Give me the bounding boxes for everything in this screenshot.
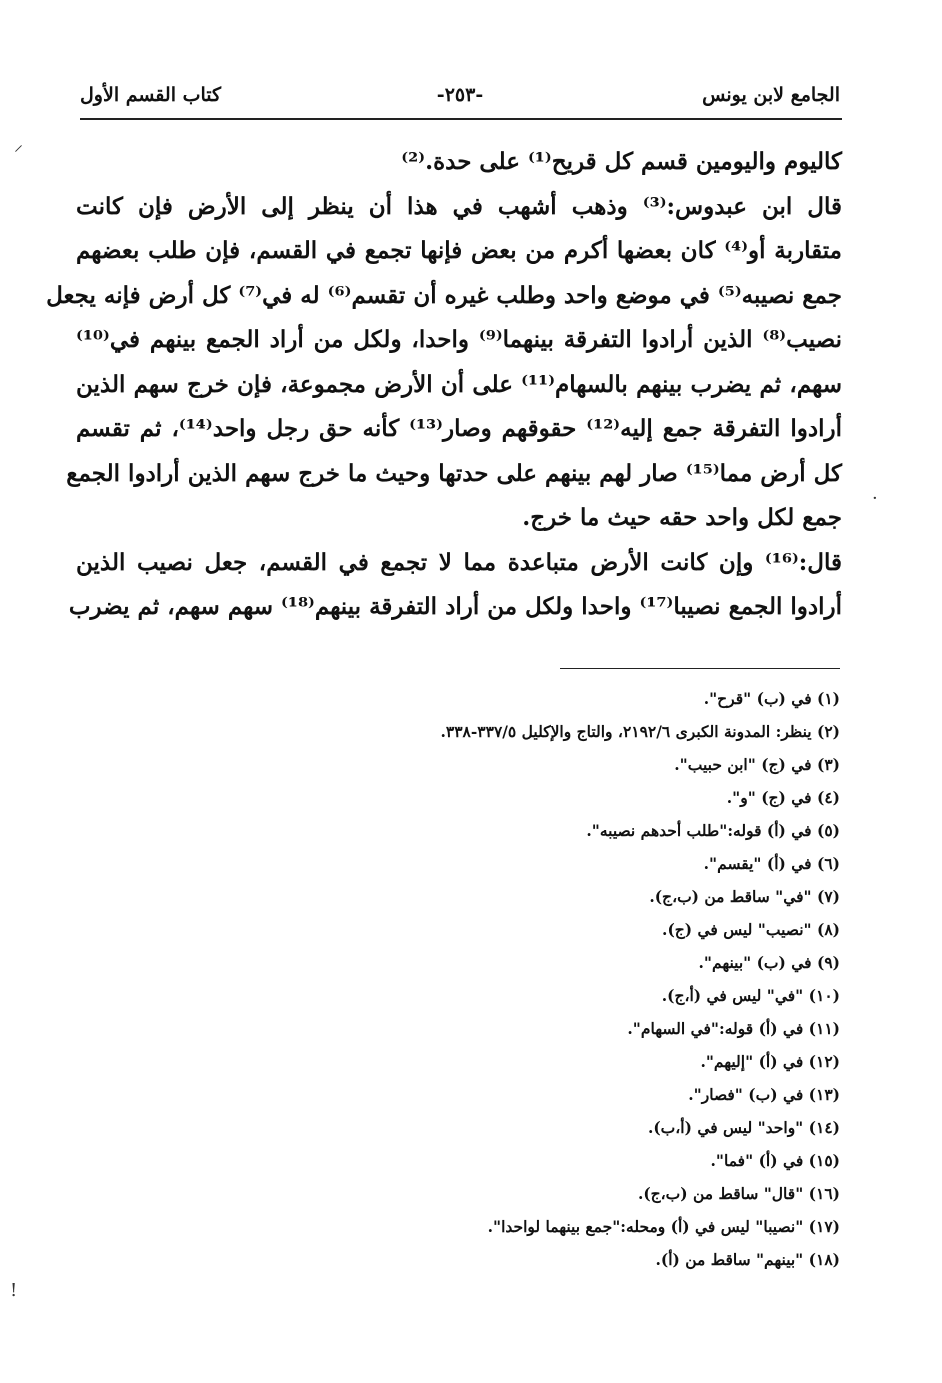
- footnote: (٩) في (ب) "بينهم".: [698, 953, 840, 972]
- footnote: (٣) في (ج) "ابن حبيب".: [674, 755, 840, 774]
- text-line: متقاربة أو⁽⁴⁾ كان بعضها أكرم من بعض فإنها تجمع في القسم، فإن طلب بعضهم: [76, 237, 842, 264]
- footnote: (١١) في (أ) قوله:"في السهام".: [627, 1019, 840, 1038]
- text-line: أرادوا التفرقة جمع إليه⁽¹²⁾ حقوقهم وصار⁽¹³⁾ كأنه حق رجل واحد⁽¹⁴⁾، ثم تقسم: [76, 415, 842, 442]
- footnote: (١٢) في (أ) "إليهم".: [700, 1052, 840, 1071]
- footnote: (٤) في (ج) "و".: [726, 788, 840, 807]
- text-line: نصيب⁽⁸⁾ الذين أرادوا التفرقة بينهما⁽⁹⁾ واحدا، ولكل من أراد الجمع بينهم في⁽¹⁰⁾: [76, 326, 843, 353]
- text-line: جمع نصيبه⁽⁵⁾ في موضع واحد وطلب غيره أن تقسم⁽⁶⁾ له في⁽⁷⁾ كل أرض فإنه يجعل: [46, 281, 842, 309]
- page-number: -٢٥٣-: [436, 84, 484, 106]
- footnote: (١٥) في (أ) "فما".: [710, 1151, 840, 1170]
- text-line: أرادوا الجمع نصيبا⁽¹⁷⁾ واحدا ولكل من أراد التفرقة بينهم⁽¹⁸⁾ سهم سهم، ثم يضرب: [68, 593, 842, 620]
- footnotes: [300, 682, 840, 1276]
- header-divider: [80, 118, 842, 120]
- header-book-title: الجامع لابن يونس: [702, 84, 840, 106]
- text-line: كل أرض مما⁽¹⁵⁾ صار لهم بينهم على حدتها وحيث ما خرج سهم الذين أرادوا الجمع: [66, 459, 842, 487]
- text-line: سهم، ثم يضرب بينهم بالسهام⁽¹¹⁾ على أن الأرض مجموعة، فإن خرج سهم الذين: [76, 370, 843, 398]
- footnote: (١٣) في (ب) "فصار".: [688, 1085, 840, 1104]
- footnote: (٥) في (أ) قوله:"طلب أحدهم نصيبه".: [586, 821, 840, 840]
- footnote: (١) في (ب) "قرح".: [703, 689, 840, 708]
- header-section-title: كتاب القسم الأول: [80, 84, 222, 106]
- footnote: (١٤) "واحد" ليس في (أ،ب).: [647, 1118, 840, 1137]
- text-line: قال:⁽¹⁶⁾ وإن كانت الأرض متباعدة مما لا تجمع في القسم، جعل نصيب الذين: [76, 548, 842, 576]
- footnote: (١٧) "نصيبا" ليس في (أ) ومحله:"جمع بينهما لواحدا".: [487, 1217, 840, 1236]
- scan-speck: !: [10, 1280, 18, 1301]
- footnote: (٢) ينظر: المدونة الكبرى ٢١٩٢/٦، والتاج والإكليل ٣٣٧/٥-٣٣٨.: [440, 722, 840, 741]
- footnote: (١٨) "بينهم" ساقط من (أ).: [655, 1250, 840, 1269]
- footnote-divider: [560, 668, 840, 669]
- footnote: (٨) "نصيب" ليس في (ج).: [662, 920, 840, 939]
- text-line: جمع لكل واحد حقه حيث ما خرج.: [522, 504, 842, 531]
- footnote: (٧) "في" ساقط من (ب،ج).: [649, 887, 840, 906]
- footnote: (٦) في (أ) "يقسم".: [703, 854, 840, 873]
- running-header: [80, 84, 840, 114]
- scan-speck: ·: [872, 488, 878, 509]
- scan-speck: ⸍: [14, 142, 23, 163]
- text-line: كاليوم واليومين قسم كل قريح⁽¹⁾ على حدة.⁽²⁾: [401, 148, 842, 175]
- footnote: (١٠) "في" ليس في (أ،ج).: [661, 986, 840, 1005]
- main-text: [46, 140, 843, 630]
- text-line: قال ابن عبدوس:⁽³⁾ وذهب أشهب في هذا أن ينظر إلى الأرض فإن كانت: [76, 192, 842, 220]
- footnote: (١٦) "قال" ساقط من (ب،ج).: [637, 1184, 840, 1203]
